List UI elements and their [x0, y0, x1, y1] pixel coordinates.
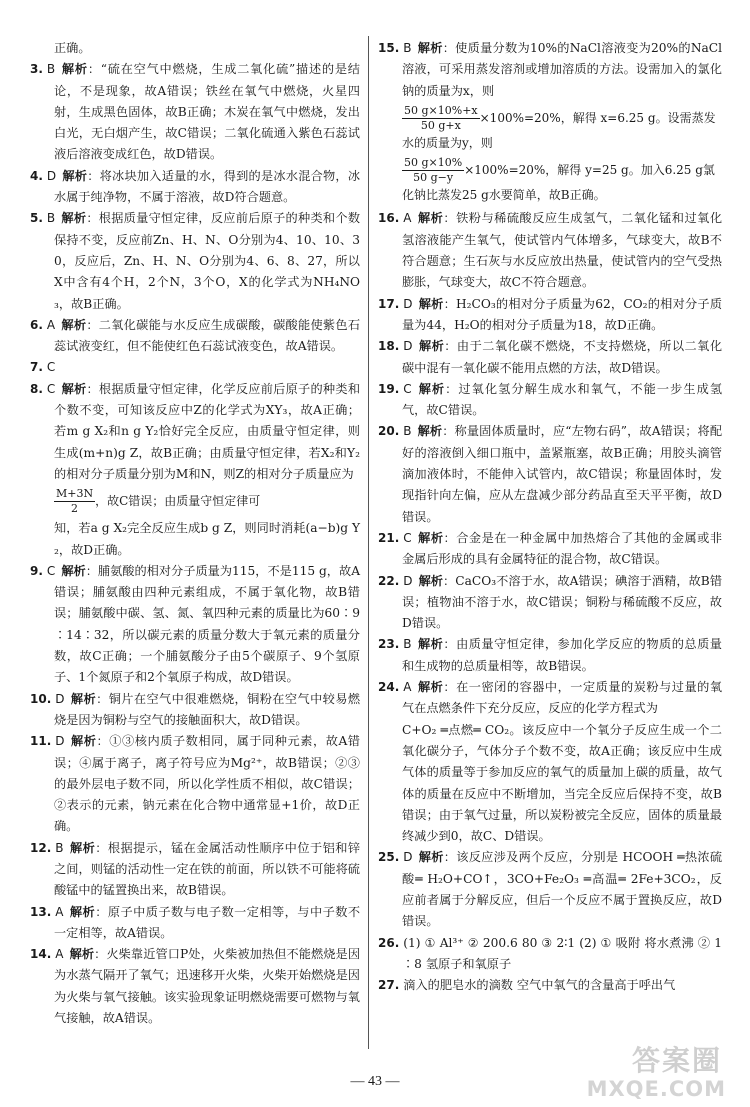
question-number: 9.: [30, 563, 43, 578]
fraction-denominator: 50 g+x: [420, 118, 461, 132]
answer-item: [30, 944, 360, 1029]
explanation-label: 解析: [418, 573, 444, 588]
explanation-text: 二氧化碳能与水反应生成碳酸，碳酸能使紫色石蕊试液变红，但不能使红色石蕊试液变色，故A错误。: [54, 317, 361, 354]
answer-choice: B: [46, 62, 56, 77]
question-number: 12.: [30, 840, 52, 855]
answer-item: [378, 208, 722, 293]
explanation-text: 由质量守恒定律，参加化学反应的物质的总质量和生成物的总质量相等，故B错误。: [402, 637, 722, 673]
question-number: 5.: [30, 211, 43, 226]
colon: ：: [444, 339, 457, 354]
answer-item: [30, 208, 360, 314]
answer-choice: D: [403, 850, 413, 865]
question-number: 22.: [378, 573, 400, 588]
question-number: 3.: [30, 62, 43, 77]
explanation-text: ①③核内质子数相同，属于同种元素，故A错误；④属于离子，离子符号应为Mg²⁺，故B错误；②③的最外层电子数不同，所以化学性质不相似，故C错误；②表示的元素，钠元素在化合物中通常显+1价，故D正确。: [54, 734, 360, 834]
answer-choice: D: [55, 691, 65, 706]
page-number: — 43 —: [350, 1074, 400, 1089]
answer-continuation: 知，若a g X₂完全反应生成b g Z，则同时消耗(a−b)g Y₂，故D正确。: [54, 521, 360, 557]
colon: ：: [445, 381, 459, 396]
explanation-text: 火柴靠近管口P处，火柴被加热但不能燃烧是因为水蒸气隔开了氧气；迅速移开火柴，火柴开始燃烧是因为火柴与氧气接触。该实验现象证明燃烧需要可燃物与氧气接触，故A错误。: [54, 947, 361, 1026]
colon: ：: [87, 168, 100, 183]
answer-choice: D: [46, 168, 57, 183]
answer-item: [378, 336, 722, 379]
answer-item: [30, 838, 360, 902]
explanation-text: H₂CO₃的相对分子质量为62，CO₂的相对分子质量为44，H₂O的相对分子质量为18，故D正确。: [402, 296, 723, 332]
watermark-url: MXQE.COM: [586, 1077, 726, 1101]
explanation-label: 解析: [61, 381, 87, 396]
answer-item: [378, 975, 722, 996]
answer-choice: B: [403, 41, 412, 55]
explanation-text: 铜片在空气中很难燃烧，铜粉在空气中较易燃烧是因为铜粉与空气的接触面积大，故D错误。: [54, 691, 361, 727]
explanation-text: 在一密闭的容器中，一定质量的炭粉与过量的氧气在点燃条件下充分反应，反应的化学方程式为: [402, 680, 723, 716]
explanation-label: 解析: [417, 680, 444, 695]
explanation-text: 过氧化氢分解生成水和氧气，不能一步生成氢气，故C错误。: [402, 381, 723, 418]
explanation-label: 解析: [61, 211, 87, 226]
colon: ：: [443, 850, 457, 865]
question-number: 24.: [378, 680, 400, 695]
explanation-label: 解析: [70, 691, 97, 706]
explanation-text: 将冰块加入适量的水，得到的是冰水混合物，冰水属于纯净物，不属于溶液，故D符合题意。: [54, 168, 361, 205]
question-number: 25.: [378, 850, 400, 865]
colon: ：: [87, 62, 101, 77]
question-number: 20.: [378, 424, 400, 439]
explanation-text: 该反应涉及两个反应，分别是 HCOOH ═热浓硫酸═ H₂O+CO↑，3CO+Fe₂O₃ ═高温═ 2Fe+3CO₂，反应前者属于分解反应，但后一个反应不属于置换反应，故D错误。: [402, 850, 723, 929]
colon: ：: [443, 211, 457, 226]
answer-item: [378, 421, 722, 527]
question-number: 26.: [378, 935, 400, 950]
fraction-formula: [402, 104, 722, 154]
explanation-label: 解析: [61, 317, 87, 332]
explanation-label: 解析: [61, 563, 86, 578]
answer-choice: C: [46, 360, 56, 375]
answer-item: [378, 933, 722, 976]
question-number: 19.: [378, 381, 400, 396]
explanation-text: 由于二氧化碳不燃烧，不支持燃烧，所以二氧化碳中混有一氧化碳不能用点燃的方法，故D错误。: [402, 339, 723, 375]
fraction-numerator: 50 g×10%+x: [404, 103, 478, 117]
colon: ：: [86, 211, 99, 226]
question-number: 16.: [378, 211, 400, 226]
explanation-label: 解析: [417, 41, 443, 55]
answer-item: [30, 59, 360, 165]
explanation-text: 根据提示，锰在金属活动性顺序中位于铝和锌之间，则锰的活动性一定在铁的前面，所以铁不可能将硫酸锰中的锰置换出来，故B错误。: [54, 840, 361, 898]
explanation-text: 原子中质子数与电子数一定相等，与中子数不一定相等，故A错误。: [54, 904, 361, 940]
answer-item: [378, 38, 722, 102]
question-number: 11.: [30, 734, 52, 749]
left-column: [30, 38, 360, 1029]
explanation-label: 解析: [418, 339, 445, 354]
fraction: [402, 104, 480, 133]
right-column: [378, 38, 722, 996]
colon: ：: [86, 381, 99, 396]
explanation-text: 铁粉与稀硫酸反应生成氢气，二氧化锰和过氧化氢溶液能产生氧气，使试管内气体增多，气球变大，故B不符合题意；生石灰与水反应放出热量，使试管内的空气受热膨胀，气球变大，故C不符合题意。: [402, 211, 723, 290]
formula-text: ×100%=20%，解得 x=6.25 g。设需蒸发水的质量为y，则: [402, 110, 716, 150]
colon: ：: [443, 530, 457, 545]
answer-choice: D: [403, 296, 413, 311]
colon: ：: [95, 904, 108, 919]
explanation-label: 解析: [417, 381, 446, 396]
explanation-text: 根据质量守恒定律，反应前后原子的种类和个数保持不变，反应前Zn、H、N、O分别为4、10、10、30，反应后，Zn、H、N、O分别为4、6、8、27，所以X中含有4个H，2个N，3个O，X的化学式为NH₄NO₃，故B正确。: [54, 211, 361, 311]
answer-choice: C: [46, 381, 56, 396]
answer-choice: C: [403, 530, 412, 545]
explanation-label: 解析: [417, 424, 443, 439]
explanation-text: 称量固体质量时，应“左物右码”，故A错误；将配好的溶液倒入细口瓶中，盖紧瓶塞，故B正确；用胶头滴管滴加液体时，不能伸入试管内，故C错误；称量固体时，发现指针向左偏，应从左盘减少部分药品直至天平平衡，故D错误。: [402, 424, 723, 524]
answer-choice: B: [46, 211, 56, 226]
answer-item: [378, 379, 722, 422]
answer-choice: A: [55, 947, 64, 962]
answer-item: [378, 294, 722, 337]
fraction-denominator: 2: [71, 502, 79, 516]
colon: ：: [442, 41, 456, 55]
answer-choice: D: [55, 734, 65, 749]
question-number: 13.: [30, 904, 52, 919]
colon: ：: [443, 573, 456, 588]
fraction: [54, 487, 95, 516]
explanation-text: 使质量分数为10%的NaCl溶液变为20%的NaCl溶液，可采用蒸发溶剂或增加溶质的方法。设需加入的氯化钠的质量为x，则: [402, 41, 723, 98]
answer-item: [30, 315, 360, 358]
answer-continuation: C+O₂ ═点燃═ CO₂。该反应中一个氧分子反应生成一个二氧化碳分子，气体分子个数不变，故A正确；该反应中生成气体的质量等于参加反应的氧气的质量加上碳的质量，故气体的质量在反应中不断增加，当完全反应后保持不变，故B错误；由于氧气过量，所以炭粉被完全反应，固体的质量最终减少到0，故C、D错误。: [402, 722, 722, 844]
formula-text: ，故C错误；由质量守恒定律可: [95, 494, 261, 509]
explanation-text: (1) ① Al³⁺ ② 200.6 80 ③ 2∶1 (2) ① 吸附 将水煮沸 ② 1∶8 氢原子和氧原子: [402, 935, 722, 971]
answer-choice: A: [403, 680, 412, 695]
answer-item: [30, 166, 360, 209]
watermark-logo: [586, 1039, 730, 1101]
fraction-formula: [54, 487, 360, 516]
answer-choice: A: [403, 211, 412, 226]
colon: ：: [94, 947, 107, 962]
colon: ：: [95, 840, 108, 855]
answer-item: [378, 847, 722, 932]
fraction: [402, 156, 464, 185]
colon: ：: [442, 424, 455, 439]
explanation-label: 解析: [417, 530, 444, 545]
question-number: 8.: [30, 381, 43, 396]
column-divider: [368, 36, 369, 1049]
explanation-label: 解析: [62, 168, 88, 183]
answer-choice: C: [403, 381, 412, 396]
colon: ：: [443, 637, 457, 652]
explanation-label: 解析: [418, 296, 444, 311]
explanation-label: 解析: [69, 840, 96, 855]
question-number: 21.: [378, 530, 400, 545]
question-number: 10.: [30, 691, 52, 706]
answer-item: [30, 561, 360, 689]
explanation-text: 根据质量守恒定律，化学反应前后原子的种类和个数不变，可知该反应中Z的化学式为XY₃，故A正确；若m g X₂和n g Y₂恰好完全反应，由质量守恒定律，则生成(m+n)g Z，故B正确；由质量守恒定律，若X₂和Y₂的相对分子质量分别为M和N，则Z的相对分子质量应为: [54, 381, 361, 481]
explanation-label: 解析: [417, 211, 444, 226]
question-number: 15.: [378, 41, 400, 55]
answer-item: [378, 677, 722, 720]
question-number: 7.: [30, 360, 43, 375]
answer-continuation: 正确。: [54, 41, 91, 55]
answer-item: [30, 902, 360, 945]
answer-item: [378, 528, 722, 571]
explanation-text: “硫在空气中燃烧，生成二氧化硫”描述的是结论，不是现象，故A错误；铁丝在氧气中燃烧，火星四射，生成黑色固体，故B正确；木炭在氧气中燃烧，发出白光，无白烟产生，故C错误；二氧化硫通入紫色石蕊试液后溶液变成红色，故D错误。: [54, 62, 360, 162]
answer-item: [378, 634, 722, 677]
answer-choice: A: [55, 904, 64, 919]
fraction-denominator: 50 g−y: [413, 171, 454, 185]
question-number: 4.: [30, 168, 43, 183]
fraction-numerator: M+3N: [56, 487, 94, 501]
explanation-label: 解析: [418, 850, 444, 865]
explanation-text: 滴入的肥皂水的滴数 空气中氧气的含量高于呼出气: [403, 978, 676, 993]
question-number: 18.: [378, 339, 400, 354]
formula-text: ×100%=20%，解得 y=25 g。加入6.25 g氯化钠比蒸发25 g水要简单，故B正确。: [402, 163, 715, 203]
answer-choice: C: [46, 563, 56, 578]
answer-item: [30, 731, 360, 837]
question-number: 17.: [378, 296, 400, 311]
answer-choice: D: [403, 573, 413, 588]
explanation-label: 解析: [61, 62, 88, 77]
watermark-text: 答案圈: [631, 1044, 722, 1077]
answer-choice: B: [55, 840, 64, 855]
explanation-label: 解析: [417, 637, 444, 652]
answer-choice: D: [403, 339, 413, 354]
colon: ：: [86, 317, 99, 332]
answer-item: [30, 357, 360, 378]
explanation-label: 解析: [70, 734, 97, 749]
colon: ：: [443, 296, 456, 311]
colon: ：: [85, 563, 98, 578]
explanation-label: 解析: [69, 904, 96, 919]
fraction-formula: [402, 156, 722, 206]
colon: ：: [96, 734, 110, 749]
question-number: 23.: [378, 637, 400, 652]
answer-choice: B: [403, 637, 412, 652]
question-number: 14.: [30, 947, 52, 962]
colon: ：: [443, 680, 457, 695]
answer-item: [378, 571, 722, 635]
explanation-text: 脯氨酸的相对分子质量为115，不是115 g，故A错误；脯氨酸由四种元素组成，不属于氧化物，故B错误；脯氨酸中碳、氢、氮、氧四种元素的质量比为60∶9∶14∶32，所以碳元素的质量分数大于氧元素的质量分数，故C正确；一个脯氨酸分子由5个碳原子、9个氢原子、1个氮原子和2个氧原子构成，故D错误。: [54, 563, 360, 685]
colon: ：: [96, 691, 109, 706]
answer-item: [30, 379, 360, 485]
fraction-numerator: 50 g×10%: [404, 156, 463, 170]
explanation-label: 解析: [69, 947, 95, 962]
question-number: 27.: [378, 978, 400, 993]
answer-choice: B: [403, 424, 412, 439]
answer-item: [30, 689, 360, 732]
question-number: 6.: [30, 317, 43, 332]
explanation-text: CaCO₃不溶于水，故A错误；碘溶于酒精，故B错误；植物油不溶于水，故C错误；铜粉与稀硫酸不反应，故D错误。: [402, 573, 723, 631]
explanation-text: 合金是在一种金属中加热熔合了其他的金属或非金属后形成的具有金属特征的混合物，故C错误。: [402, 530, 723, 567]
answer-choice: A: [46, 317, 56, 332]
